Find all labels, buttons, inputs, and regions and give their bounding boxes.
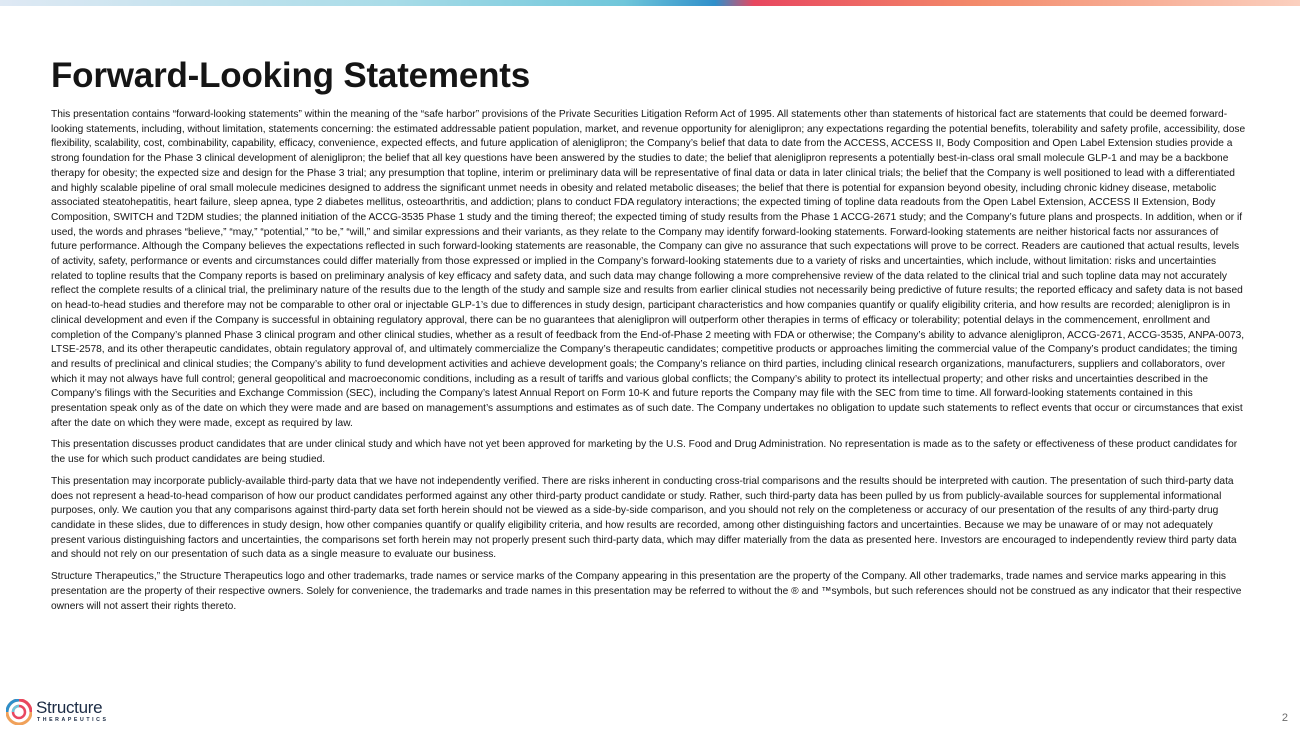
paragraph-product-candidates: This presentation discusses product candidates that are under clinical study and which have not yet been approved for marketing by the U.S. Food and Drug Administration. No representation is made as to the safety or effectiveness of these product candidates for the use for which such product candidates are being studied. (51, 439, 1238, 466)
logo-subtitle: THERAPEUTICS (37, 717, 109, 723)
disclaimer-body (51, 108, 1247, 621)
logo-wordmark: Structure (36, 698, 103, 717)
paragraph-forward-looking: This presentation contains “forward-looking statements” within the meaning of the “safe harbor” provisions of the Private Securities Litigation Reform Act of 1995. All statements other than statements of historical fact are statements that could be deemed forward-looking statements, including, without limitation, statements concerning: the estimated addressable patient population, market, and revenue opportunity for aleniglipron; any expectations regarding the potential benefits, tolerability and safety profile, accessibility, dose flexibility, scalability, cost, combinability, capability, efficacy, convenience, expected effects, and future application of aleniglipron; the Company’s belief that data to date from the ACCESS, ACCESS II, Body Composition and Open Label Extension studies provide a strong foundation for the Phase 3 clinical development of aleniglipron; the belief that all key questions have been answered by the studies to date; the belief that aleniglipron represents a potentially best-in-class oral small molecule GLP-1 and may be a backbone therapy for obesity; the expected size and design for the Phase 3 trial; any presumption that topline, interim or preliminary data will be representative of final data or data in later clinical trials; the belief that the Company is well positioned to lead with a differentiated and highly scalable pipeline of oral small molecule medicines designed to address the significant unmet needs in obesity and related metabolic diseases; the belief that there is potential for expansion beyond obesity, including chronic kidney disease, metabolic associated steatohepatitis, heart failure, sleep apnea, type 2 diabetes mellitus, osteoarthritis, and addiction; plans to conduct FDA regulatory interactions; the expected timing of topline data readouts from the Open Label Extension, ACCESS II Extension, Body Composition, SWITCH and T2DM studies; the planned initiation of the ACCG-3535 Phase 1 study and the timing thereof; the expected timing of study results from the Phase 1 ACCG-2671 study; and the Company’s future plans and prospects. In addition, when or if used, the words and phrases “believe,” “may,” “potential,” “to be,” “will,” and similar expressions and their variants, as they relate to the Company may identify forward-looking statements. Forward-looking statements are neither historical facts nor assurances of future performance. Although the Company believes the expectations reflected in such forward-looking statements are reasonable, the Company can give no assurance that such expectations will prove to be correct. Readers are cautioned that actual results, levels of activity, safety, performance or events and circumstances could differ materially from those expressed or implied in the Company’s forward-looking statements due to a variety of risks and uncertainties, which include, without limitation: risks and uncertainties related to topline results that the Company reports is based on preliminary analysis of key efficacy and safety data, and such data may change following a more comprehensive review of the data related to the clinical trial and such topline data may not accurately reflect the complete results of a clinical trial, the preliminary nature of the results due to the length of the study and sample size and results from earlier clinical studies not necessarily being predictive of future results; the reported efficacy and safety data is not based on head-to-head studies and therefore may not be comparable to other oral or injectable GLP-1’s due to differences in study design, participant characteristics and how companies quantify or qualify eligibility criteria, and how results are recorded; aleniglipron is in clinical development and even if the Company is successful in obtaining regulatory approval, there can be no guarantees that aleniglipron will outperform other therapies in terms of efficacy or tolerability; potential delays in the commencement, enrollment and completion of the Company’s planned Phase 3 clinical program and other clinical studies, whether as a result of feedback from the End-of-Phase 2 meeting with FDA or otherwise; the Company’s ability to advance aleniglipron, ACCG-2671, ACCG-3535, ANPA-0073, LTSE-2578, and its other therapeutic candidates, obtain regulatory approval of, and ultimately commercialize the Company’s therapeutic candidates; competitive products or approaches limiting the commercial value of the Company’s product candidates; the timing and results of preclinical and clinical studies; the Company’s ability to fund development activities and achieve development goals; the Company’s reliance on third parties, including clinical research organizations, manufacturers, suppliers and collaborators, over which it may not always have full control; general geopolitical and macroeconomic conditions, including as a result of tariffs and various global conflicts; the Company’s ability to protect its intellectual property; and other risks and uncertainties described in the Company’s filings with the Securities and Exchange Commission (SEC), including the Company’s latest Annual Report on Form 10-K and future reports the Company may file with the SEC from time to time. All forward-looking statements contained in this presentation speak only as of the date on which they were made and are based on management’s assumptions and estimates as of such date. The Company undertakes no obligation to update such statements to reflect events that occur or circumstances that exist after the date on which they were made, except as required by law. (51, 109, 1246, 429)
company-logo (6, 698, 116, 728)
top-accent-bar (0, 0, 1300, 6)
structure-logo-icon (6, 699, 32, 725)
paragraph-third-party-data: This presentation may incorporate publicly-available third-party data that we have not independently verified. There are risks inherent in conducting cross-trial comparisons and the results should be interpreted with caution. The presentation of such third-party data does not represent a head-to-head comparison of how our product candidates performed against any other third-party product candidate or study. Rather, such third-party data has been pulled by us from publicly-available sources for supplemental informational purposes, only. We caution you that any comparisons against third-party data set forth herein should not be viewed as a side-by-side comparison, and you should not rely on the completeness or accuracy of our presentation of the results of any third-party drug candidate in these slides, due to differences in study design, how other companies quantify or qualify eligibility criteria, and how results are recorded, among other distinguishing factors and uncertainties. Because we may be unaware of or may not adequately present various distinguishing factors and uncertainties, the comparisons set forth herein may not properly present such third-party data, which may differ materially from the data as presented here. Investors are encouraged to independently review third party data and should not rely on our presentation of such data as a single measure to evaluate our business. (51, 475, 1237, 561)
paragraph-trademarks: Structure Therapeutics,” the Structure Therapeutics logo and other trademarks, trade names or service marks of the Company appearing in this presentation are the property of the Company. All other trademarks, trade names and service marks appearing in this presentation are the property of their respective owners. Solely for convenience, the trademarks and trade names in this presentation may be referred to without the ® and ™symbols, but such references should not be construed as any indicator that their respective owners will not assert their rights thereto. (51, 571, 1242, 612)
page-title: Forward-Looking Statements (51, 56, 531, 95)
page-number: 2 (1281, 712, 1288, 724)
